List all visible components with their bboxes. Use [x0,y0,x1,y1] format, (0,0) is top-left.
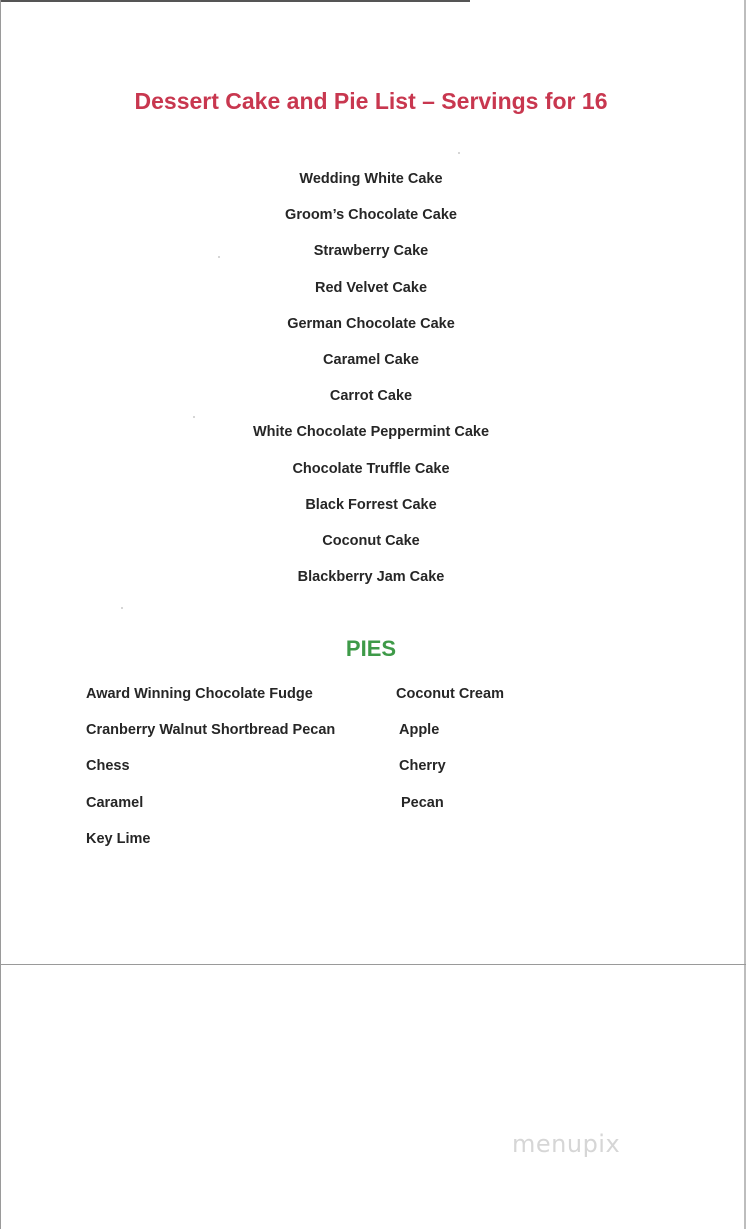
page-title: Dessert Cake and Pie List – Servings for 16 [134,88,608,114]
cake-item: Wedding White Cake [299,171,443,187]
pie-item: Chess [86,758,130,775]
pie-item: Cherry [399,758,446,775]
cake-item: Coconut Cake [322,532,420,549]
scan-speck [458,152,460,154]
cake-list [0,169,742,603]
cake-item: Strawberry Cake [313,243,429,260]
cake-item: Groom’s Chocolate Cake [285,207,457,224]
pie-list-left [86,684,386,865]
fold-line [0,964,746,965]
scan-speck [121,607,123,609]
pie-item: Caramel [86,794,144,811]
scan-speck [193,416,195,418]
watermark-logo: menupix [512,1130,621,1158]
pie-item: Pecan [401,794,444,811]
cake-item: Blackberry Jam Cake [297,569,445,586]
pie-item: Cranberry Walnut Shortbread Pecan [86,722,336,739]
pie-item: Coconut Cream [396,686,504,702]
cake-item: Black Forrest Cake [305,496,437,513]
pie-item: Key Lime [86,830,151,847]
cake-item: Chocolate Truffle Cake [292,460,450,477]
cake-item: Carrot Cake [329,388,413,405]
pie-list-right [396,684,616,829]
scan-top-edge [0,0,470,2]
cake-item: Red Velvet Cake [314,279,428,296]
cake-item: Caramel Cake [323,351,419,368]
pies-heading: PIES [345,636,397,661]
pie-item: Award Winning Chocolate Fudge [86,686,313,702]
cake-item: White Chocolate Peppermint Cake [252,424,490,441]
pie-item: Apple [399,722,440,739]
scan-speck [218,256,220,258]
cake-item: German Chocolate Cake [287,315,455,332]
